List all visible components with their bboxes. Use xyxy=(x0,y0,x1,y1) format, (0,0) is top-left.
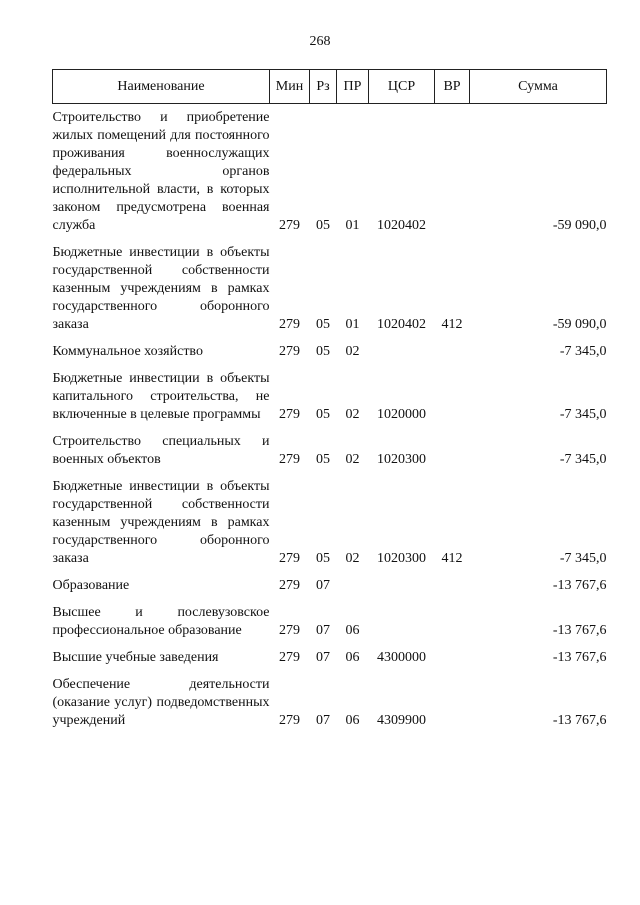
row-sum: -13 767,6 xyxy=(552,650,607,665)
header-rz: Рз xyxy=(310,70,337,104)
page-number: 268 xyxy=(309,34,331,49)
row-name-cell xyxy=(53,649,270,676)
row-name-cell xyxy=(53,604,270,649)
row-sum: -7 345,0 xyxy=(559,452,607,467)
row-name: Строительство и приобретение жилых помещений для постоянного проживания военнослужащих федеральных органов исполнительной власти, в которых законом предусмотрена военная служба xyxy=(52,110,270,233)
row-vr xyxy=(435,370,470,433)
row-vr xyxy=(435,343,470,370)
row-pr: 06 xyxy=(345,650,360,665)
row-csr: 1020000 xyxy=(377,407,426,422)
row-name-cell xyxy=(53,244,270,343)
row-min: 279 xyxy=(279,317,300,332)
row-min: 279 xyxy=(279,344,300,359)
table-row xyxy=(53,433,607,478)
row-rz: 07 xyxy=(316,578,330,593)
row-rz: 07 xyxy=(316,650,330,665)
row-name: Высшее и послевузовское профессиональное образование xyxy=(52,605,270,638)
row-pr: 02 xyxy=(345,452,360,467)
row-name-cell xyxy=(53,343,270,370)
row-rz: 05 xyxy=(316,551,330,566)
row-name: Обеспечение деятельности (оказание услуг) подведомственных учреждений xyxy=(52,677,270,728)
row-sum: -7 345,0 xyxy=(559,407,607,422)
row-name: Строительство специальных и военных объектов xyxy=(52,434,270,467)
budget-table xyxy=(52,69,607,739)
row-min: 279 xyxy=(279,578,300,593)
row-name-cell xyxy=(53,478,270,577)
row-csr xyxy=(369,604,435,649)
row-csr: 4300000 xyxy=(377,650,426,665)
row-pr xyxy=(337,577,369,604)
row-rz: 05 xyxy=(316,407,330,422)
row-vr: 412 xyxy=(441,551,463,566)
table-row xyxy=(53,649,607,676)
table-row xyxy=(53,244,607,343)
row-name-cell xyxy=(53,370,270,433)
table-row xyxy=(53,343,607,370)
row-min: 279 xyxy=(279,551,300,566)
row-name: Бюджетные инвестиции в объекты государственной собственности казенным учреждениям в рамках государственного оборонного заказа xyxy=(52,479,270,566)
row-rz: 05 xyxy=(316,452,330,467)
row-pr: 02 xyxy=(345,407,360,422)
row-pr: 01 xyxy=(345,218,360,233)
row-sum: -7 345,0 xyxy=(559,551,607,566)
header-min: Мин xyxy=(270,70,310,104)
row-csr: 1020402 xyxy=(377,317,426,332)
table-row xyxy=(53,104,607,245)
row-vr xyxy=(435,649,470,676)
row-sum: -13 767,6 xyxy=(552,623,607,638)
row-vr xyxy=(435,577,470,604)
row-name-cell xyxy=(53,433,270,478)
row-rz: 05 xyxy=(316,218,330,233)
header-pr: ПР xyxy=(337,70,369,104)
row-pr: 01 xyxy=(345,317,360,332)
row-min: 279 xyxy=(279,407,300,422)
row-vr xyxy=(435,604,470,649)
row-sum: -13 767,6 xyxy=(552,578,607,593)
row-min: 279 xyxy=(279,623,300,638)
row-name: Коммунальное хозяйство xyxy=(52,344,203,359)
table-header-row xyxy=(53,70,607,104)
row-vr xyxy=(435,433,470,478)
row-vr xyxy=(435,104,470,245)
row-name: Бюджетные инвестиции в объекты капитального строительства, не включенные в целевые программы xyxy=(52,371,270,422)
row-min: 279 xyxy=(279,452,300,467)
row-csr: 4309900 xyxy=(377,713,426,728)
row-csr: 1020402 xyxy=(377,218,426,233)
header-name: Наименование xyxy=(53,70,270,104)
row-sum: -13 767,6 xyxy=(552,713,607,728)
header-vr: ВР xyxy=(435,70,470,104)
row-min: 279 xyxy=(279,218,300,233)
row-name-cell xyxy=(53,577,270,604)
table-row xyxy=(53,577,607,604)
row-sum: -7 345,0 xyxy=(559,344,607,359)
row-sum: -59 090,0 xyxy=(552,218,607,233)
row-name-cell xyxy=(53,676,270,739)
row-vr: 412 xyxy=(441,317,463,332)
row-sum: -59 090,0 xyxy=(552,317,607,332)
row-pr: 06 xyxy=(345,623,360,638)
row-pr: 02 xyxy=(345,344,360,359)
row-pr: 06 xyxy=(345,713,360,728)
table-row xyxy=(53,604,607,649)
row-rz: 05 xyxy=(316,317,330,332)
row-csr xyxy=(369,577,435,604)
row-csr xyxy=(369,343,435,370)
row-csr: 1020300 xyxy=(377,551,426,566)
header-sum: Сумма xyxy=(470,70,607,104)
row-name: Высшие учебные заведения xyxy=(52,650,219,665)
row-csr: 1020300 xyxy=(377,452,426,467)
header-csr: ЦСР xyxy=(369,70,435,104)
table-row xyxy=(53,370,607,433)
row-rz: 07 xyxy=(316,713,330,728)
table-row xyxy=(53,676,607,739)
row-vr xyxy=(435,676,470,739)
table-row xyxy=(53,478,607,577)
row-rz: 07 xyxy=(316,623,330,638)
row-min: 279 xyxy=(279,713,300,728)
row-pr: 02 xyxy=(345,551,360,566)
row-name: Образование xyxy=(52,578,130,593)
row-name-cell xyxy=(53,104,270,245)
row-rz: 05 xyxy=(316,344,330,359)
row-min: 279 xyxy=(279,650,300,665)
row-name: Бюджетные инвестиции в объекты государственной собственности казенным учреждениям в рамках государственного оборонного заказа xyxy=(52,245,270,332)
